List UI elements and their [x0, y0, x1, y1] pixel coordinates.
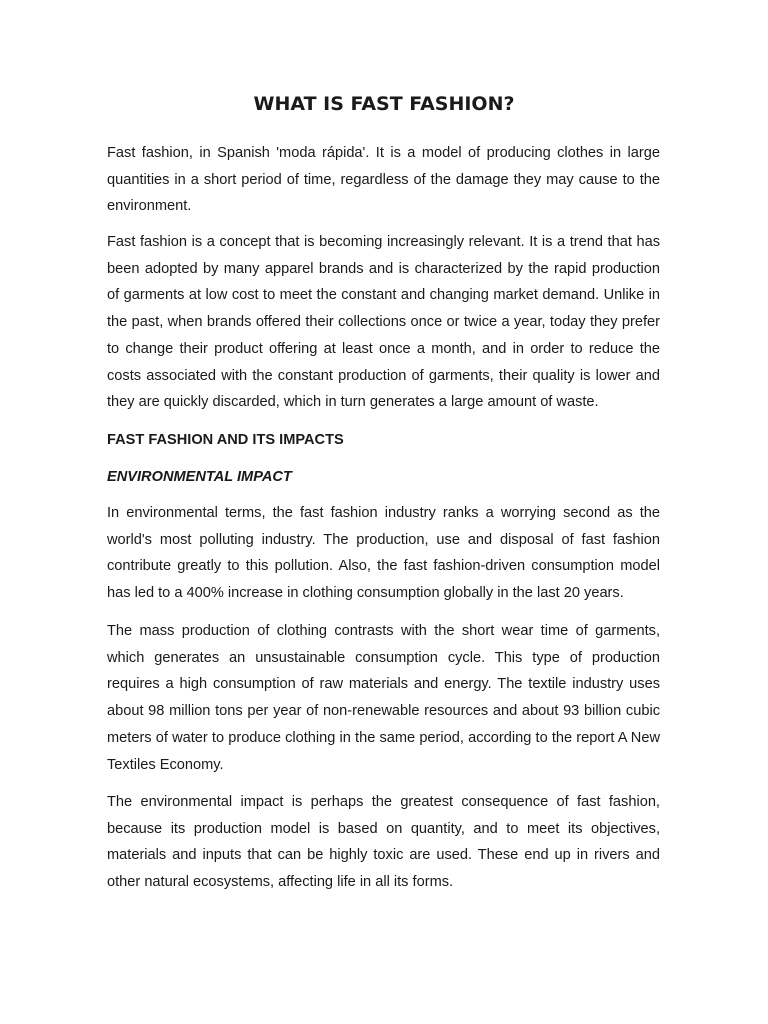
- subsection-heading: ENVIRONMENTAL IMPACT: [107, 469, 292, 485]
- document-title: WHAT IS FAST FASHION?: [253, 93, 515, 115]
- paragraph-environmental-terms: In environmental terms, the fast fashion industry ranks a worrying second as the world's most polluting industry. The production, use and disposal of fast fashion contribute greatly to this pollution. Also, the fast fashion-driven consumption model has led to a 400% increase in clothing consumption globally in the last 20 years.: [107, 505, 660, 602]
- section-heading: FAST FASHION AND ITS IMPACTS: [107, 432, 344, 448]
- paragraph-definition: Fast fashion, in Spanish 'moda rápida'. It is a model of producing clothes in large quantities in a short period of time, regardless of the damage they may cause to the environment.: [107, 145, 660, 215]
- paragraph-mass-production: The mass production of clothing contrasts with the short wear time of garments, which generates an unsustainable consumption cycle. This type of production requires a high consumption of raw materials and energy. The textile industry uses about 98 million tons per year of non-renewable resources and about 93 billion cubic meters of water to produce clothing in the same period, according to the report A New Textiles Economy.: [107, 623, 660, 773]
- paragraph-greatest-consequence: The environmental impact is perhaps the greatest consequence of fast fashion, because its production model is based on quantity, and to meet its objectives, materials and inputs that can be highly toxic are used. These end up in rivers and other natural ecosystems, affecting life in all its forms.: [107, 794, 660, 891]
- paragraph-concept: Fast fashion is a concept that is becoming increasingly relevant. It is a trend that has been adopted by many apparel brands and is characterized by the rapid production of garments at low cost to meet the constant and changing market demand. Unlike in the past, when brands offered their collections once or twice a year, today they prefer to change their product offering at least once a month, and in order to reduce the costs associated with the constant production of garments, their quality is lower and they are quickly discarded, which in turn generates a large amount of waste.: [107, 234, 660, 411]
